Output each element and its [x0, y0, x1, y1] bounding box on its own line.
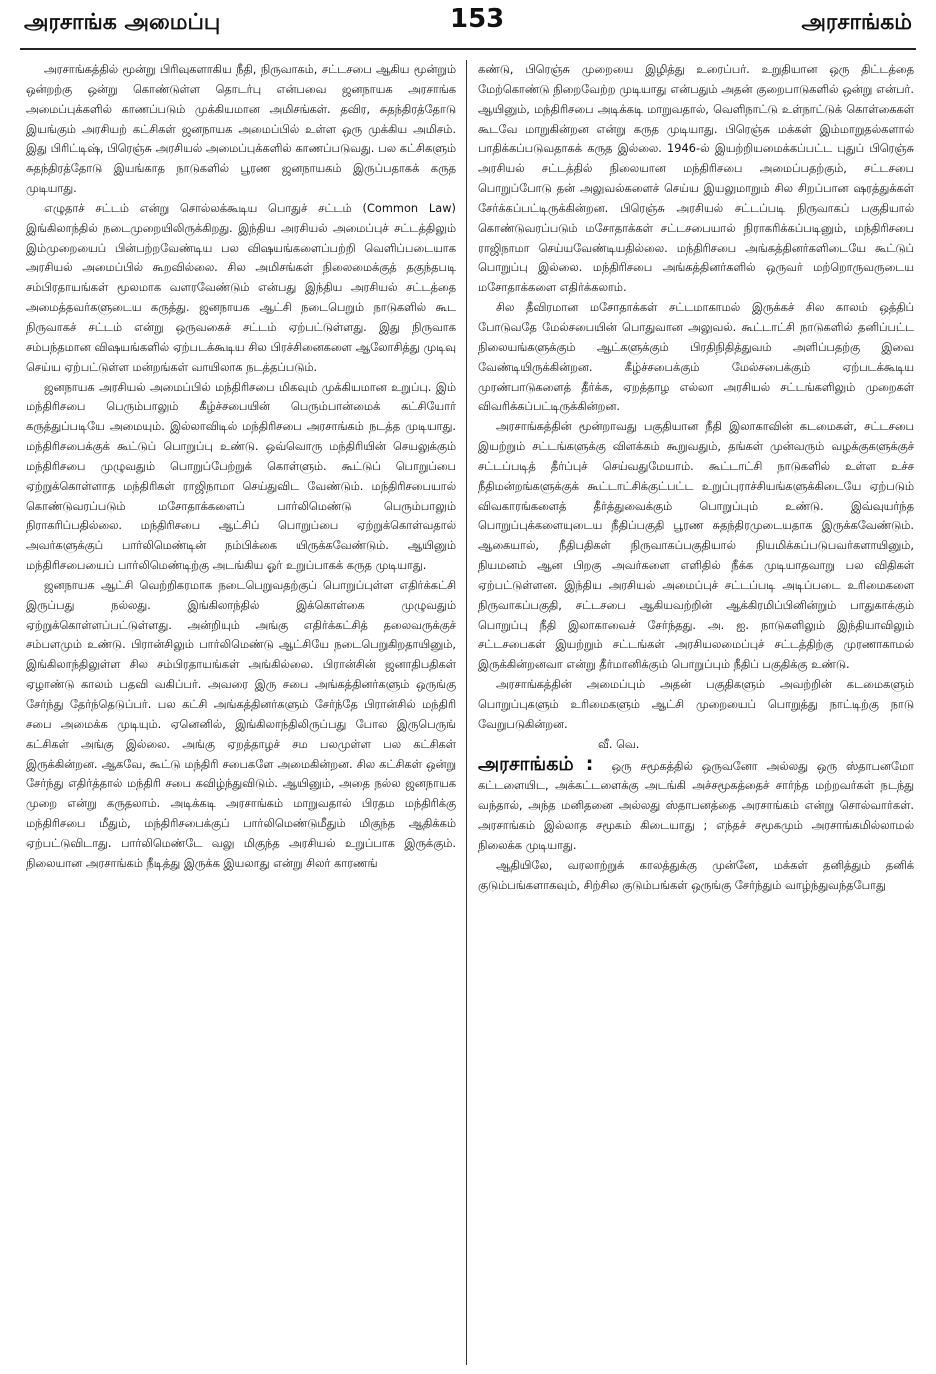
author-initials: வீ. வெ.	[598, 737, 640, 751]
header-rule	[20, 48, 916, 50]
paragraph: அரசாங்கத்தில் மூன்று பிரிவுகளாகிய நீதி, நிருவாகம், சட்டசபை ஆகிய மூன்றும் ஒன்றற்கு ஒன்று கொண்டுள்ள தொடர்பு என்பவை ஜனநாயக அரசாங்க அமைப்புக்களில் காணப்படும் முக்கியமான அமிசங்கள். தவிர, சுதந்திரத்தோடு இயங்கும் அரசியற் கட்சிகள் ஜனநாயக அமைப்பில் உள்ள ஒரு முக்கிய அமிசம். இது பிரிட்டிஷ், பிரெஞ்சு அரசியல் அமைப்புக்களில் காணப்படுவது. பல கட்சிகளும் சுதந்திரத்தோடு இயங்காத நாடுகளில் பூரண ஜனநாயகம் இருப்பதாகக் கருத முடியாது.	[26, 63, 456, 196]
paragraph: எழுதாச் சட்டம் என்று சொல்லக்கூடிய பொதுச் சட்டம் (Common Law) இங்கிலாந்தில் நடைமுறையிலிருக்கிறது. இந்திய அரசியல் அமைப்புச் சட்டத்திலும் இம்முறையைப் பின்பற்றவேண்டிய பல விஷயங்களைப்பற்றி வெளிப்படையாக அரசியல் அமைப்பில் கூறவில்லை. சில அமிசங்கள் நிலைமைக்குத் தகுந்தபடி சம்பிரதாயங்கள் மூலமாக வளரவேண்டும் என்பது இந்திய அரசியல் சட்டத்தை அமைத்தவர்களுடைய கருத்து. ஜனநாயக ஆட்சி நடைபெறும் நாடுகளில் கூட நிருவாகச் சட்டம் என்று ஒருவகைச் சட்டம் ஏற்பட்டுள்ளது. இது நிருவாக சம்பந்தமான விஷயங்களில் ஏற்படக்கூடிய சில பிரச்சினைகளை ஆலோசித்து முடிவு செய்ய ஏற்பட்டுள்ள மன்றங்கள் வாயிலாக நடத்தப்படும்.	[26, 201, 456, 374]
entry-heading: அரசாங்கம் :	[478, 752, 594, 775]
left-column	[26, 60, 456, 1370]
page-header	[0, 0, 936, 46]
paragraph: ஜனநாயக ஆட்சி வெற்றிகரமாக நடைபெறுவதற்குப் பொறுப்புள்ள எதிர்க்கட்சி இருப்பது நல்லது. இங்கிலாந்தில் இக்கொள்கை முழுவதும் ஏற்றுக்கொள்ளப்பட்டுள்ளது. அன்றியும் அங்கு எதிர்க்கட்சித் தலைவருக்குச் சம்பளமும் உண்டு. பிரான்சிலும் பார்லிமெண்டு ஆட்சியே நடைபெறுகிறதாயினும், இங்கிலாந்திலுள்ள சில சம்பிரதாயங்கள் அங்கில்லை. பிரான்சின் ஜனாதிபதிகள் ஏழாண்டு காலம் பதவி வகிப்பர். அவரை இரு சபை அங்கத்தினர்களும் ஒருங்கு சேர்ந்து தேர்ந்தெடுப்பர். பல கட்சி அங்கத்தினர்களும் சேர்ந்தே பிரான்சில் மந்திரி சபை அமைக்க முடியும். ஏனெனில், இங்கிலாந்திலிருப்பது போல இருபெருங் கட்சிகள் அங்கு இல்லை. அங்கு ஏறத்தாழச் சம பலமுள்ள பல கட்சிகள் இருக்கின்றன. ஆகவே, கூட்டு மந்திரி சபைகளே அமைகின்றன. சில கட்சிகள் ஒன்று சேர்ந்து எதிர்த்தால் மந்திரி சபை கவிழ்ந்துவிடும். ஆயினும், அதை நல்ல ஜனநாயக முறை என்று கருதலாம். அடிக்கடி அரசாங்கம் மாறுவதால் பிரதம மந்திரிக்கு மந்திரிசபை மீதும், மந்திரிசபைக்குப் பார்லிமெண்டுமீதும் மிகுந்த ஆதிக்கம் ஏற்பட்டுவிடாது. பார்லிமெண்டே வலு மிகுந்த அரசியல் உறுப்பாக இருக்கும். நிலையான அரசாங்கம் நீடித்து இருக்க இயலாது என்று சிலர் காரணங்	[26, 578, 456, 870]
paragraph: ஆதியிலே, வரலாற்றுக் காலத்துக்கு முன்னே, மக்கள் தனித்தும் தனிக் குடும்பங்களாகவும், சிற்சில குடும்பங்கள் ஒருங்கு சேர்ந்தும் வாழ்ந்துவந்தபோது	[478, 858, 914, 892]
entry-body: ஒரு சமூகத்தில் ஒருவனோ அல்லது ஒரு ஸ்தாபனமோ கட்டளையிட, அக்கட்டளைக்கு அடங்கி அச்சமூகத்தைச் சார்ந்த மற்றவர்கள் நடந்து வந்தால், அந்த மனிதனை அல்லது ஸ்தாபனத்தை அரசாங்கம் என்று சொல்வார்கள். அரசாங்கம் இல்லாத சமூகம் கிடையாது ; எந்தச் சமூகமும் அரசாங்கமில்லாமல் நிலைக்க முடியாது.	[478, 759, 914, 852]
right-column	[478, 60, 914, 1370]
running-title-right: அரசாங்கம்	[801, 10, 912, 35]
paragraph: சில தீவிரமான மசோதாக்கள் சட்டமாகாமல் இருக்கச் சில காலம் ஒத்திப் போடுவதே மேல்சபையின் பொதுவான அலுவல். கூட்டாட்சி நாடுகளில் தனிப்பட்ட நிலையங்களுக்கும் ஆட்களுக்கும் பிரதிநிதித்துவம் அளிப்பதற்கு இவை வேண்டியிருக்கின்றன. கீழ்ச்சபைக்கும் மேல்சபைக்கும் ஏற்படக்கூடிய முரண்பாடுகளைத் தீர்க்க, ஏறத்தாழ எல்லா அரசியல் சட்டங்களிலும் முறைகள் விவரிக்கப்பட்டிருக்கின்றன.	[478, 301, 914, 414]
author-signature-line	[478, 735, 914, 755]
page-number: 153	[450, 4, 505, 34]
entry-paragraph	[478, 752, 914, 856]
paragraph: ஜனநாயக அரசியல் அமைப்பில் மந்திரிசபை மிகவும் முக்கியமான உறுப்பு. இம் மந்திரிசபை பெரும்பாலும் கீழ்ச்சபையின் பெரும்பான்மைக் கட்சியோர் கருத்துப்படியே அமையும். இல்லாவிடில் மந்திரிசபை அரசாங்கம் நடத்த முடியாது. மந்திரிசபைக்குக் கூட்டுப் பொறுப்பு உண்டு. ஒவ்வொரு மந்திரியின் செயலுக்கும் மந்திரிசபை முழுவதும் பொறுப்பேற்றுக் கொள்ளும். கூட்டுப் பொறுப்பை ஏற்றுக்கொள்ளாத மந்திரிகள் ராஜிநாமா செய்துவிட வேண்டும். மந்திரிசபையால் கொண்டுவரப்படும் மசோதாக்களைப் பார்லிமெண்டு பெரும்பாலும் நிராகரிப்பதில்லை. மந்திரிசபை ஆட்சிப் பொறுப்பை ஏற்றுக்கொள்வதால் அவர்களுக்குப் பார்லிமெண்டின் நம்பிக்கை யிருக்கவேண்டும். ஆயினும் மந்திரிசபையைப் பார்லிமெண்டிற்கு அடங்கிய ஓர் உறுப்பாகக் கருத முடியாது.	[26, 380, 456, 573]
paragraph: கண்டு, பிரெஞ்சு முறையை இழித்து உரைப்பர். உறுதியான ஒரு திட்டத்தை மேற்கொண்டு நிறைவேற்ற முடியாது என்பதும் அதன் குறைபாடுகளில் ஒன்று என்பர். ஆயினும், மந்திரிசபை அடிக்கடி மாறுவதால், வெளிநாட்டு உள்நாட்டுக் கொள்கைகள் கூடவே மாறுகின்றன என்று கருத முடியாது. பிரெஞ்சு மக்கள் இம்மாறுதல்களால் பாதிக்கப்படுவதாகக் கருத இல்லை. 1946-ல் இயற்றியமைக்கப்பட்ட புதுப் பிரெஞ்சு அரசியல் சட்டத்தில் நிலையான மந்திரிசபை அமைப்பதற்கும், சட்டசபை பொறுப்போடு தன் அலுவல்களைச் செய்ய இயலுமாறும் சில சிறப்பான ஷரத்துக்கள் சேர்க்கப்பட்டிருக்கின்றன. பிரெஞ்சு அரசியல் சட்டப்படி நிருவாகப் பகுதியால் கொண்டுவரப்படும் மசோதாக்கள் சட்டசபையால் நிராகரிக்கப்படினும், மந்திரிசபை ராஜிநாமா செய்யவேண்டியதில்லை. மந்திரிசபை அங்கத்தினர்களிடையே கூட்டுப் பொறுப்பு இல்லை. மந்திரிசபை அங்கத்தினர்களில் ஒருவர் மற்றொருவருடைய மசோதாக்களை எதிர்க்கலாம்.	[478, 63, 914, 295]
paragraph: அரசாங்கத்தின் அமைப்பும் அதன் பகுதிகளும் அவற்றின் கடமைகளும் பொறுப்புகளும் உரிமைகளும் ஆட்சி முறையைப் பொறுத்து நாட்டிற்கு நாடு வேறுபடுகின்றன.	[478, 678, 914, 731]
paragraph: அரசாங்கத்தின் மூன்றாவது பகுதியான நீதி இலாகாவின் கடமைகள், சட்டசபை இயற்றும் சட்டங்களுக்கு விளக்கம் கூறுவதும், தங்கள் முன்வரும் வழக்குகளுக்குச் சட்டப்படித் தீர்ப்புச் செய்வதுமேயாம். கூட்டாட்சி நாடுகளில் உள்ள உச்ச நீதிமன்றங்களுக்குக் கூட்டாட்சிக்குட்பட்ட உறுப்புராச்சியங்களுக்கிடையே ஏற்படும் விவகாரங்களைத் தீர்த்துவைக்கும் பொறுப்பும் உண்டு. இவ்வுயர்ந்த பொறுப்புக்களையுடைய நீதிப்பகுதி பூரண சுதந்திரமுடையதாக இருக்கவேண்டும். ஆகையால், நீதிபதிகள் நிருவாகப்பகுதியால் நியமிக்கப்படுபவர்களாயினும், நியமனம் ஆன பிறகு அவர்களை எளிதில் நீக்க முடியாதவாறு பல விதிகள் ஏற்பட்டுள்ளன. இந்திய அரசியல் அமைப்புச் சட்டப்படி அடிப்படை உரிமைகளை நிருவாகப்பகுதி, சட்டசபை ஆகியவற்றின் ஆக்கிரமிப்பினின்றும் பாதுகாக்கும் பொறுப்பு நீதி இலாகாவைச் சேர்ந்தது. அ. ஐ. நாடுகளிலும் இந்தியாவிலும் சட்டசபைகள் இயற்றும் சட்டங்கள் அரசியலமைப்புச் சட்டத்திற்கு முரணாகாமல் இருக்கின்றனவா என்று தீர்மானிக்கும் பொறுப்பும் நீதிப் பகுதிக்கு உண்டு.	[478, 420, 914, 672]
column-divider	[466, 60, 467, 1365]
running-title-left: அரசாங்க அமைப்பு	[24, 10, 221, 35]
